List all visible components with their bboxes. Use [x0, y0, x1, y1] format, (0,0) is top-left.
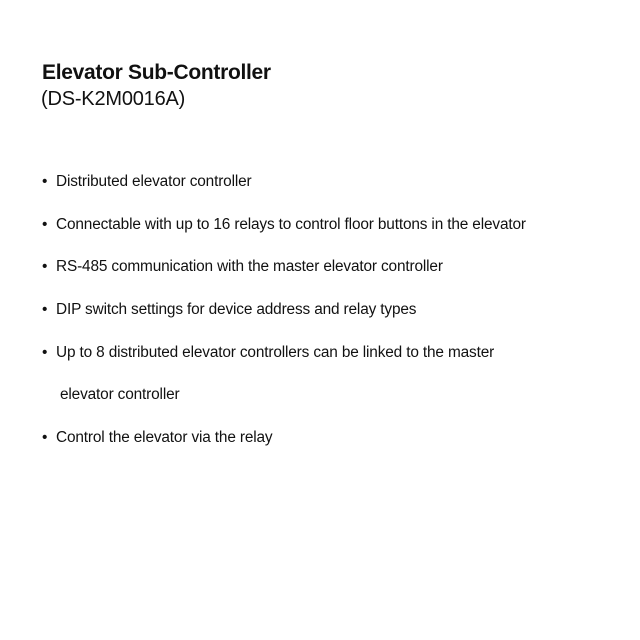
- feature-text: elevator controller: [60, 386, 180, 404]
- list-item: [42, 215, 526, 258]
- bullet-icon: •: [42, 258, 48, 276]
- bullet-icon: •: [42, 429, 48, 447]
- bullet-icon: •: [42, 173, 48, 190]
- bullet-icon: •: [42, 301, 48, 319]
- list-item-continuation: [42, 385, 526, 428]
- list-item: [42, 300, 526, 343]
- list-item: [42, 343, 526, 386]
- feature-text: RS-485 communication with the master elevator controller: [56, 258, 443, 276]
- feature-list: [42, 172, 526, 471]
- page-title: Elevator Sub-Controller: [42, 61, 271, 84]
- model-number: (DS-K2M0016A): [41, 88, 186, 110]
- feature-text: DIP switch settings for device address and relay types: [56, 301, 417, 319]
- feature-text: Up to 8 distributed elevator controllers can be linked to the master: [56, 343, 495, 361]
- feature-text: Distributed elevator controller: [56, 173, 252, 190]
- feature-text: Control the elevator via the relay: [56, 429, 273, 447]
- list-item: [42, 257, 526, 300]
- list-item: [42, 428, 526, 471]
- bullet-icon: •: [42, 343, 48, 361]
- bullet-icon: •: [42, 215, 48, 233]
- list-item: [42, 172, 526, 215]
- feature-text: Connectable with up to 16 relays to control floor buttons in the elevator: [56, 215, 526, 233]
